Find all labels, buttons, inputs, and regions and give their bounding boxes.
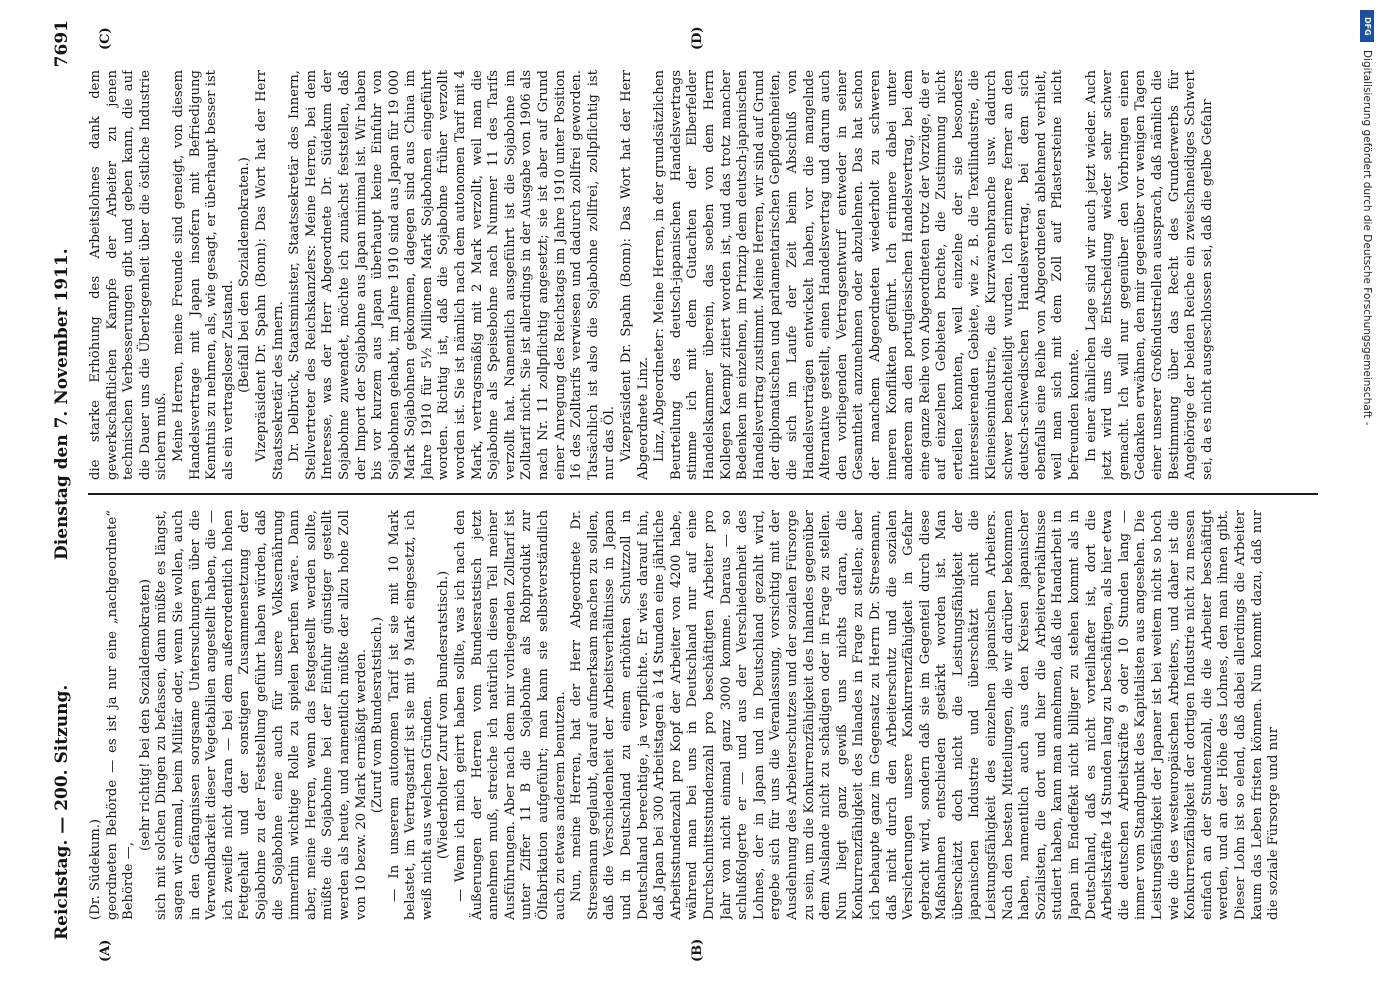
right-paragraph-2: Meine Herren, meine Freunde sind geneigt, von diesem Handelsvertrage mit Japan insofern mit Befriedigung Kenntnis zu nehmen, als, wie gesagt, er überhaupt besser ist als ein vertragsloser Zustand. — [170, 70, 236, 480]
dfg-credit-strip — [1352, 6, 1382, 994]
left-paragraph-2: sich mit solchen Dingen zu befassen, dann müßte es längst, sagen wir einmal, beim Militär oder, wenn Sie wollen, auch in den Gefängnissen sorgsame Untersuchungen über die Verwendbarkeit dieser Vegetabilien angestellt haben, die — ich zweifle nicht daran — bei dem außerordentlich hohen Fettgehalt und der sonstigen Zusammensetzung der Sojabohne zu der Feststellung geführt haben würden, daß die Sojabohne eine auch für unsere Volksernährung immerhin wichtige Rolle zu spielen berufen wäre. Dann aber, meine Herren, wenn das festgestellt werden sollte, müßte die Sojabohne bei der Einfuhr günstiger gestellt werden als heute, und namentlich müßte der allzu hohe Zoll von 10 bezw. 20 Mark ermäßigt werden. — [154, 510, 369, 920]
left-paragraph-3: — In unserem autonomen Tarif ist sie mit 10 Mark belastet, im Vertragstarif ist sie mit 9 Mark eingesetzt, ich weiß nicht aus welchen Gründen. — [386, 510, 435, 920]
left-paragraph-1: geordneten Behörde — es ist ja nur eine „nachgeordnete“ Behörde —, — [104, 510, 137, 920]
left-paragraph-4: — Wenn ich mich geirrt haben sollte, was ich nach den Äußerungen der Herren vom Bundesratstisch jetzt annehmen muß, streiche ich natürlich diesen Teil meiner Ausführungen. Aber nach dem mir vorliegenden Zolltarif ist unter Ziffer 11 B die Sojabohne als Rohprodukt zur Ölfabrikation aufgeführt; man kann sie selbstverständlich auch zu etwas anderem benutzen. — [453, 510, 568, 920]
right-column — [88, 70, 1323, 480]
right-paragraph-1: die starke Erhöhung des Arbeitslohnes dank dem gewerkschaftlichen Kampfe der Arbeiter zu jenen technischen Verbesserungen gibt und geben kann, die auf die Dauer uns die Überlegenheit über die östliche Industrie sichern muß. — [88, 70, 170, 480]
left-column — [88, 510, 1323, 920]
margin-mark-a: (A) — [98, 939, 113, 962]
left-interjection-2: (Zuruf vom Bundesratstisch.) — [370, 616, 386, 814]
column-divider — [88, 493, 1318, 495]
dfg-logo: DFG — [1360, 10, 1374, 42]
right-paragraph-3: Vizepräsident Dr. Spahn (Bonn): Das Wort hat der Herr Staatssekretär des Innern. — [253, 70, 286, 480]
header-left: Reichstag. — 200. Sitzung. — [52, 684, 72, 940]
right-paragraph-4: Dr. Delbrück, Staatsminister, Staatssekretär des Innern, Stellvertreter des Reichskanzlers: Meine Herren, bei dem Interesse, was der Herr Abgeordnete Dr. Südekum der Sojabohne zuwendet, möchte ich zunächst feststellen, daß der Import der Sojabohne aus Japan minimal ist. Wir haben bis vor kurzem aus Japan überhaupt keine Einfuhr von Sojabohnen gehabt, im Jahre 1910 sind aus Japan für 19 000 Mark Sojabohnen gekommen, dagegen sind aus China im Jahre 1910 für 5½ Millionen Mark Sojabohnen eingeführt worden. Richtig ist, daß die Sojabohne früher verzollt worden ist. Sie ist nämlich nach dem autonomen Tarif mit 4 Mark, vertragsmäßig mit 2 Mark verzollt, weil man die Sojabohne als Speisebohne nach Nummer 11 des Tarifs verzollt hat. Namentlich ausgeführt ist die Sojabohne im Zolltarif nicht. Sie ist allerdings in der Ausgabe von 1906 als nach Nr. 11 zollpflichtig angesetzt; sie ist aber auf Grund einer Anregung des Reichstags im Jahre 1910 unter Position 16 des Zolltarifs verwiesen und dadurch zollfrei geworden. Tatsächlich ist also die Sojabohne zollfrei, zollpflichtig ist nur das Öl. — [287, 70, 618, 480]
header-date: Dienstag den 7. November 1911. — [52, 248, 72, 560]
dfg-credit-text: Digitalisierung gefördert durch die Deutsche Forschungsgemeinschaft - — [1361, 50, 1373, 426]
right-paragraph-5: Vizepräsident Dr. Spahn (Bonn): Das Wort hat der Herr Abgeordnete Linz. — [619, 70, 651, 480]
right-paragraph-7: In einer ähnlichen Lage sind wir auch jetzt wieder. Auch jetzt wird uns die Entscheidung wieder sehr schwer gemacht. Ich will nur gegenüber den Vorbringen einen Gedanken erwähnen, den mir gegenüber vor wenigen Tagen einer unserer Großindustriellen aussprach, daß nämlich die Bestimmung über das Recht des Grunderwerbs für Angehörige der beiden Reiche ein zweischneidiges Schwert sei, da es nicht ausgeschlossen sei, daß die gelbe Gefahr — [1083, 70, 1215, 480]
page-number: 7691 — [52, 20, 72, 68]
right-interjection-1: (Beifall bei den Sozialdemokraten.) — [237, 157, 253, 393]
left-interjection-3: (Wiederholter Zuruf vom Bundesratstisch.) — [436, 570, 452, 860]
margin-mark-c: (C) — [98, 27, 113, 50]
margin-mark-b: (B) — [690, 938, 705, 962]
page-header — [52, 0, 84, 1000]
speaker-tag: (Dr. Südekum.) — [88, 818, 103, 920]
right-paragraph-6: Linz, Abgeordneter: Meine Herren, in der grundsätzlichen Beurteilung des deutsch-japanischen Handelsvertrags stimme ich mit dem Gutachten der Elberfelder Handelskammer überein, das soeben von dem Herrn Kollegen Kaempf zitiert worden ist, und das trotz mancher Bedenken im einzelnen, im Prinzip dem deutsch-japanischen Handelsvertrag zustimmt. Meine Herren, wir sind auf Grund der diplomatischen und parlamentarischen Gepflogenheiten, die sich im Laufe der Zeit beim Abschluß von Handelsverträgen entwickelt haben, vor die mangelnde Alternative gestellt, einen Handelsvertrag und darum auch den vorliegenden Vertragsentwurf entweder in seiner Gesamtheit anzunehmen oder abzulehnen. Das hat schon der manchem Abgeordneten wiederholt zu schweren inneren Konflikten geführt. Ich erinnere dabei unter anderem an den portugiesischen Handelsvertrag, bei dem eine ganze Reihe von Abgeordneten trotz der Vorzüge, die er auf einzelnen Gebieten brachte, die Zustimmung nicht erteilen konnten, weil einzelne der sie besonders interessierenden Gebiete, wie z. B. die Textilindustrie, die Kleineisenindustrie, die Kurzwarenbranche usw. dadurch schwer benachteiligt wurden. Ich erinnere ferner an den deutsch-schwedischen Handelsvertrag, bei dem sich ebenfalls eine Reihe von Abgeordneten ablehnend verhielt, weil man sich mit dem Zoll auf Pflastersteine nicht befreunden konnte. — [652, 70, 1083, 480]
left-interjection-1: (sehr richtig! bei den Sozialdemokraten) — [137, 579, 153, 851]
margin-mark-d: (D) — [690, 26, 705, 50]
left-paragraph-5: Nun, meine Herren, hat der Herr Abgeordnete Dr. Stresemann geglaubt, darauf aufmerksam machen zu sollen, daß die Verschiedenheit der Arbeitsverhältnisse in Japan und in Deutschland zu einem erhöhten Schutzzoll in Deutschland berechtige, ja verpflichte. Er wies darauf hin, daß Japan bei 300 Arbeitstagen à 14 Stunden eine jährliche Arbeitsstundenzahl pro Kopf der Arbeiter von 4200 habe, während man bei uns in Deutschland nur auf eine Durchschnittsstundenzahl pro beschäftigten Arbeiter pro Jahr von nicht einmal ganz 3000 komme. Daraus — so schlußfolgerte er — und aus der Verschiedenheit des Lohnes, der in Japan und in Deutschland gezahlt wird, ergebe sich für uns die Veranlassung, vorsichtig mit der Ausdehnung des Arbeiterschutzes und der sozialen Fürsorge zu sein, um die Konkurrenzfähigkeit des Inlandes gegenüber dem Auslande nicht zu schädigen oder in Frage zu stellen. Nun liegt ganz gewiß uns nichts daran, die Konkurrenzfähigkeit des Inlandes in Frage zu stellen; aber ich behaupte ganz im Gegensatz zu Herrn Dr. Stresemann, daß nicht durch den Arbeiterschutz und die sozialen Versicherungen unsere Konkurrenzfähigkeit in Gefahr gebracht wird, sondern daß sie im Gegenteil durch diese Maßnahmen entschieden gestärkt worden ist. Man überschätzt doch nicht die Leistungsfähigkeit der japanischen Industrie und überschätzt nicht die Leistungsfähigkeit des einzelnen japanischen Arbeiters. Nach den besten Mitteilungen, die wir darüber bekommen haben, namentlich auch aus den Kreisen japanischer Sozialisten, die dort und hier die Arbeiterverhältnisse studiert haben, kann man annehmen, daß die Handarbeit in Japan im Endeffekt nicht billiger zu stehen kommt als in Deutschland, daß es nicht vorteilhafter ist, dort die Arbeitskräfte 14 Stunden lang zu beschäftigen, als hier etwa die deutschen Arbeitskräfte 9 oder 10 Stunden lang — immer vom Standpunkt des Kapitalisten aus angesehen. Die Leistungsfähigkeit der Japaner ist bei weitem nicht so hoch wie die des westeuropäischen Arbeiters, und daher ist die Konkurrenzfähigkeit der dortigen Industrie nicht zu messen einfach an der Stundenzahl, die die Arbeiter beschäftigt werden, und an der Höhe des Lohnes, den man ihnen gibt. Dieser Lohn ist so elend, daß dabei allerdings die Arbeiter kaum das Leben fristen können. Nun kommt dazu, daß nur die soziale Fürsorge und nur — [569, 510, 1282, 920]
